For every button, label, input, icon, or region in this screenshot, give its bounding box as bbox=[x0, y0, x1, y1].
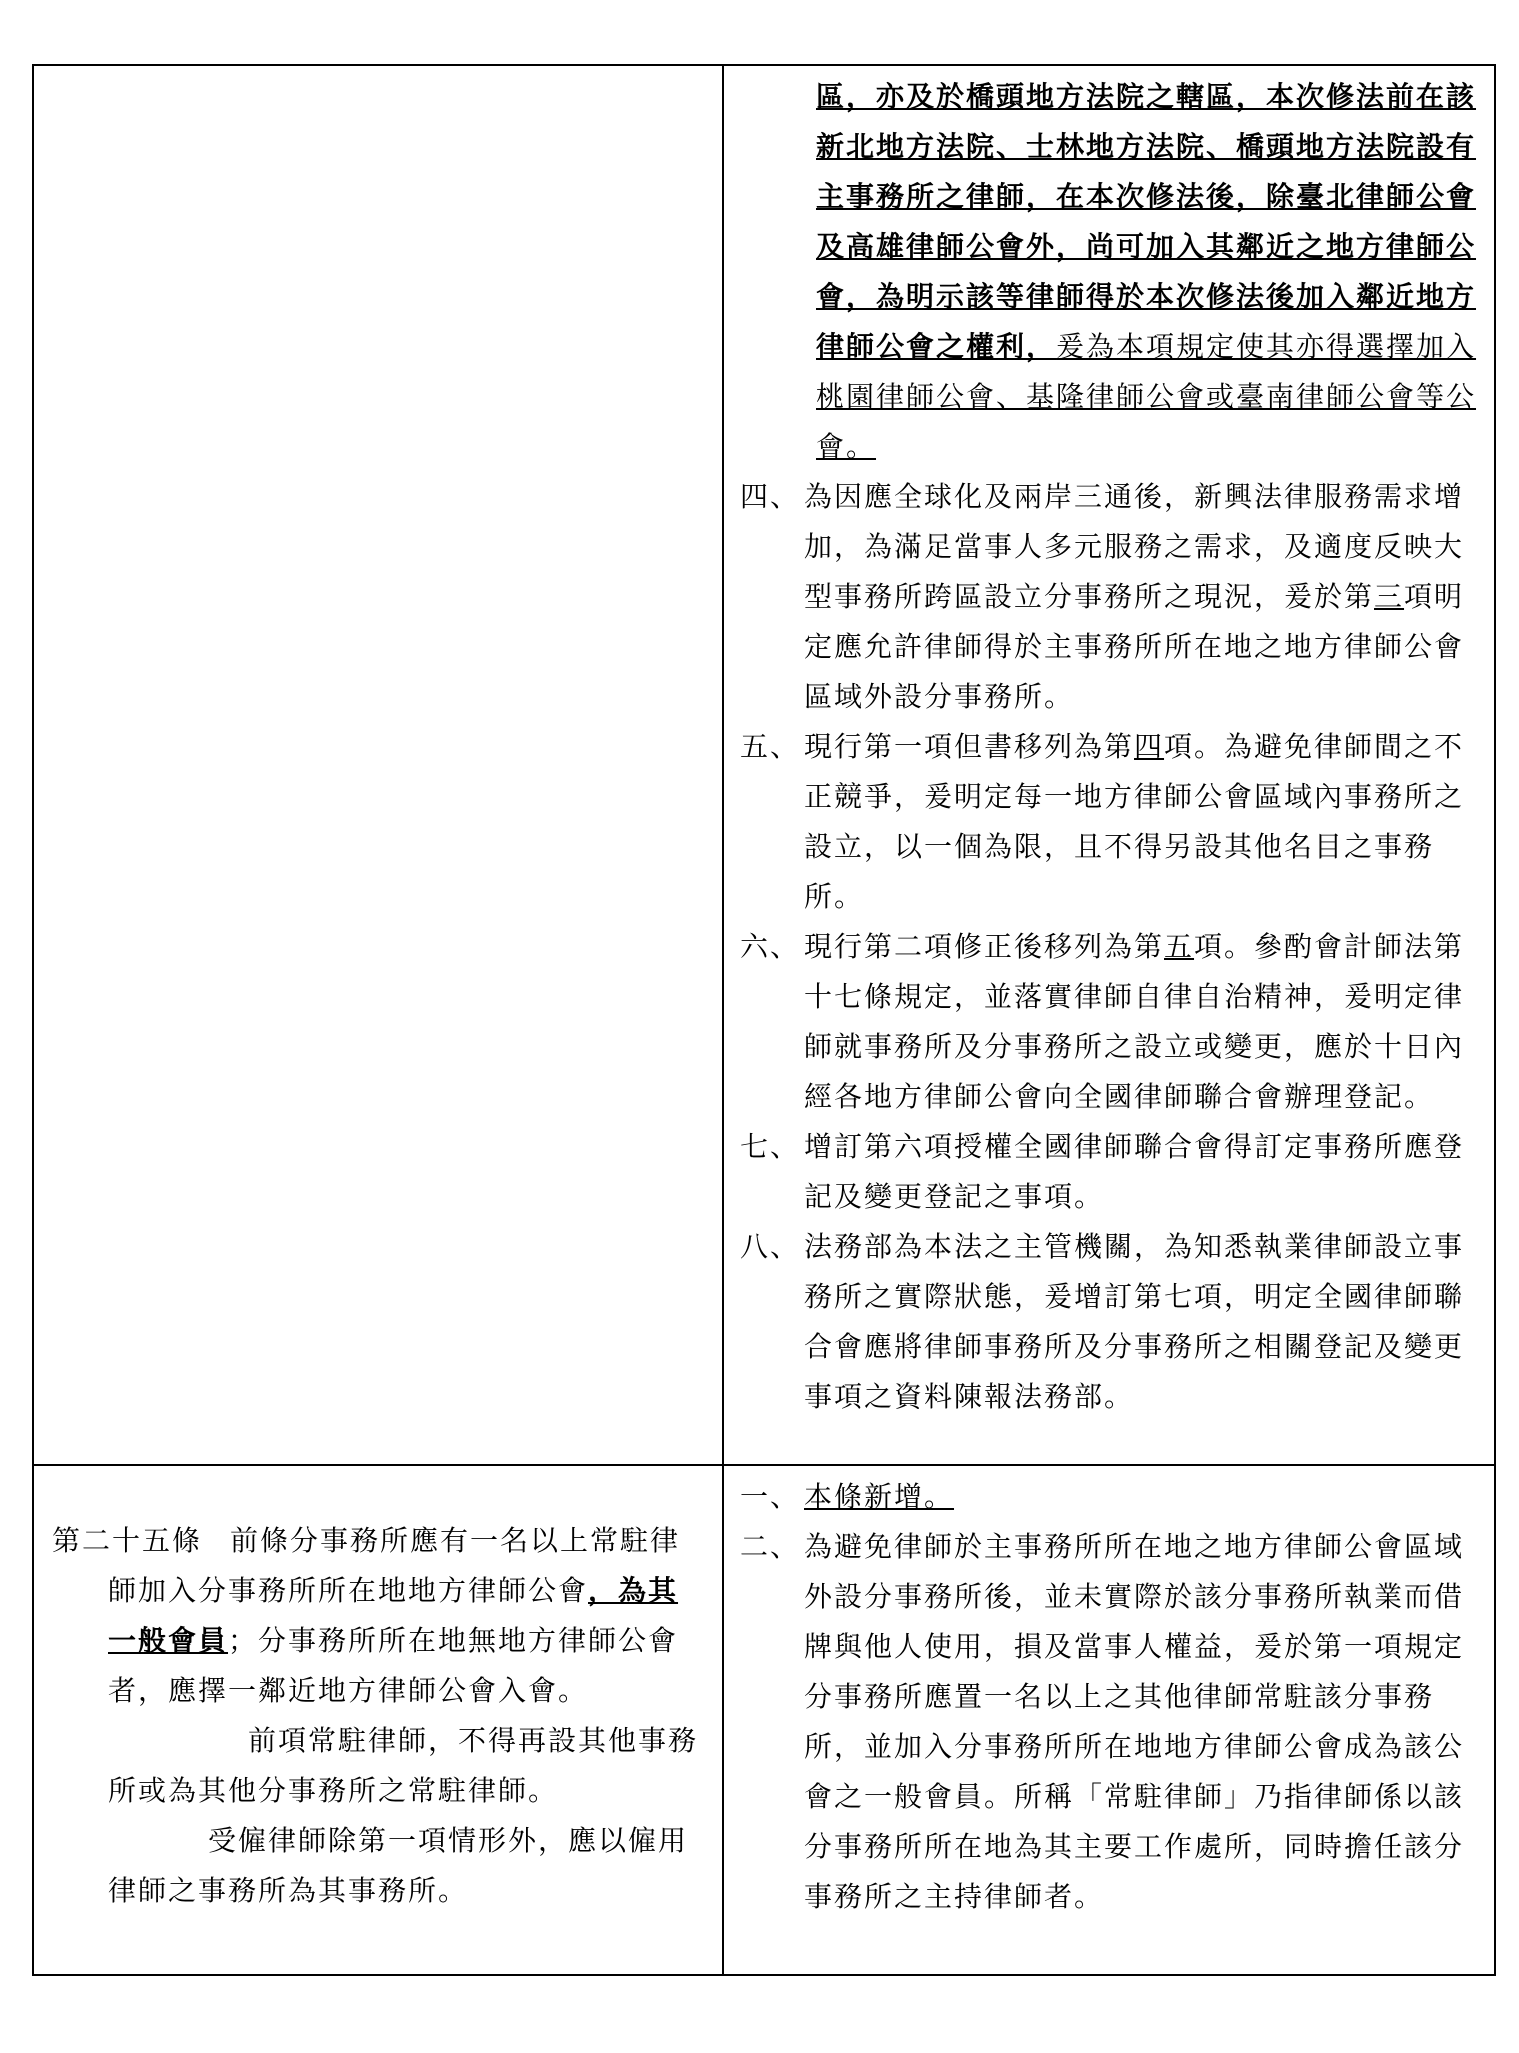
item-marker: 五、 bbox=[740, 730, 801, 763]
item-text bbox=[804, 472, 1480, 722]
item-marker: 六、 bbox=[740, 930, 801, 963]
article-text-part: 前條分事務所應有一名以上常駐律師加入分事務所所在地地方律師公會 bbox=[108, 1524, 681, 1607]
item-marker: 二、 bbox=[740, 1530, 801, 1563]
list-item bbox=[740, 722, 1480, 922]
continuation-plain-text: 爰為本項規定使其亦得選擇加入桃園律師公會、基隆律師公會或臺南律師公會等公會。 bbox=[816, 330, 1477, 463]
item-text-part: 項明定應允許律師得於主事務所所在地之地方律師公會區域外設分事務所。 bbox=[804, 580, 1465, 713]
list-item bbox=[740, 922, 1480, 1122]
article-paragraph: 受僱律師除第一項情形外，應以僱用律師之事務所為其事務所。 bbox=[108, 1824, 689, 1907]
underlined-amendment: 三 bbox=[1374, 580, 1405, 613]
underlined-amendment: 五 bbox=[1164, 930, 1195, 963]
item-text-part: 為因應全球化及兩岸三通後，新興法律服務需求增加，為滿足當事人多元服務之需求，及適度反映大型事務所跨區設立分事務所之現況，爰於第 bbox=[804, 480, 1465, 613]
list-item bbox=[740, 1522, 1480, 1922]
item-marker: 一、 bbox=[740, 1480, 801, 1513]
article-paragraph: 前項常駐律師，不得再設其他事務所或為其他分事務所之常駐律師。 bbox=[108, 1724, 699, 1807]
list-item bbox=[740, 1122, 1480, 1222]
explanation-cell bbox=[723, 1465, 1495, 1975]
continuation-bold-text: 區，亦及於橋頭地方法院之轄區，本次修法前在該新北地方法院、士林地方法院、橋頭地方法院設有主事務所之律師，在本次修法後，除臺北律師公會及高雄律師公會外，尚可加入其鄰近之地方律師公會，為明示該等律師得於本次修法後加入鄰近地方律師公會之權利， bbox=[816, 80, 1477, 363]
underlined-amendment: 四 bbox=[1134, 730, 1165, 763]
article-text-cell-empty bbox=[33, 65, 723, 1465]
item-text-part: 現行第一項但書移列為第 bbox=[804, 730, 1135, 763]
list-item bbox=[740, 1222, 1480, 1422]
item-marker: 八、 bbox=[740, 1230, 801, 1263]
article-text-part: ；分事務所所在地無地方律師公會者，應擇一鄰近地方律師公會入會。 bbox=[108, 1624, 679, 1707]
article-text-cell bbox=[33, 1465, 723, 1975]
item-text-part: 現行第二項修正後移列為第 bbox=[804, 930, 1165, 963]
explanation-cell bbox=[723, 65, 1495, 1465]
item-text: 增訂第六項授權全國律師聯合會得訂定事務所應登記及變更登記之事項。 bbox=[804, 1130, 1465, 1213]
list-item bbox=[740, 472, 1480, 722]
item-text-part: 項。參酌會計師法第十七條規定，並落實律師自律自治精神，爰明定律師就事務所及分事務所之設立或變更，應於十日內經各地方律師公會向全國律師聯合會辦理登記。 bbox=[804, 930, 1465, 1113]
item-marker: 四、 bbox=[740, 480, 801, 513]
item-marker: 七、 bbox=[740, 1130, 801, 1163]
item-text: 本條新增。 bbox=[804, 1480, 955, 1513]
item-text bbox=[804, 722, 1480, 922]
article-heading: 第二十五條 bbox=[52, 1524, 203, 1557]
continuation-paragraph bbox=[816, 72, 1480, 472]
article-bold-amendment: ，為其一般會員 bbox=[108, 1574, 679, 1657]
table-row bbox=[33, 1465, 1495, 1975]
item-text-part: 項。為避免律師間之不正競爭，爰明定每一地方律師公會區域內事務所之設立，以一個為限，且不得另設其他名目之事務所。 bbox=[804, 730, 1465, 913]
item-text: 法務部為本法之主管機關，為知悉執業律師設立事務所之實際狀態，爰增訂第七項，明定全國律師聯合會應將律師事務所及分事務所之相關登記及變更事項之資料陳報法務部。 bbox=[804, 1230, 1465, 1413]
list-item bbox=[740, 1472, 1480, 1522]
comparison-table bbox=[32, 64, 1496, 1976]
item-text: 為避免律師於主事務所所在地之地方律師公會區域外設分事務所後，並未實際於該分事務所執業而借牌與他人使用，損及當事人權益，爰於第一項規定分事務所應置一名以上之其他律師常駐該分事務所，並加入分事務所所在地地方律師公會成為該公會之一般會員。所稱「常駐律師」乃指律師係以該分事務所所在地為其主要工作處所，同時擔任該分事務所之主持律師者。 bbox=[804, 1530, 1465, 1913]
article-paragraph bbox=[52, 1516, 708, 1716]
item-text bbox=[804, 922, 1480, 1122]
table-row bbox=[33, 65, 1495, 1465]
